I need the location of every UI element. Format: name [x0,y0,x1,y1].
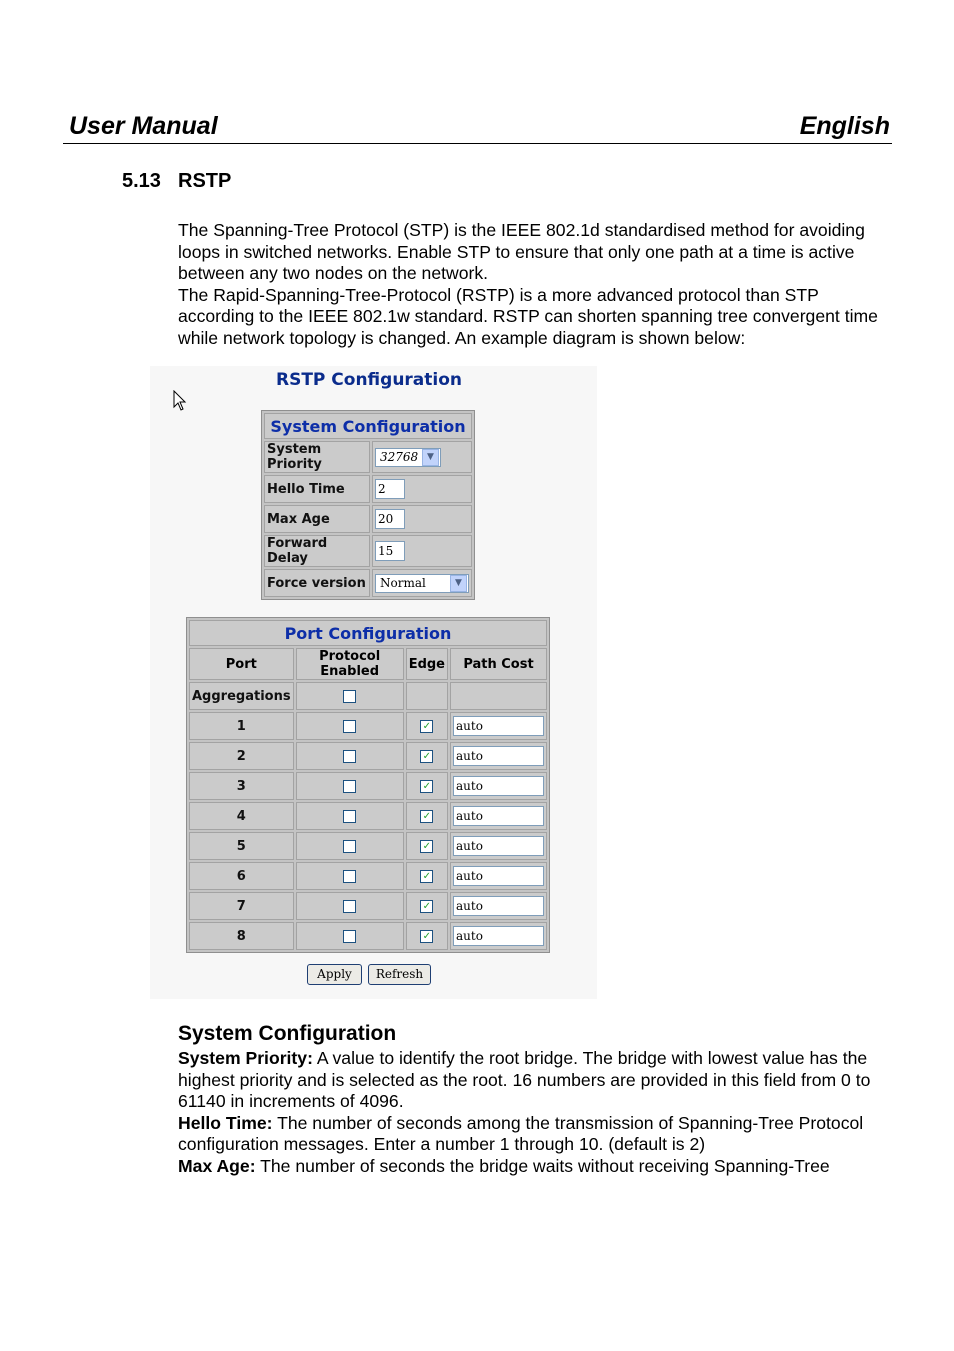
column-header-edge: Edge [406,648,448,680]
definition-text: A value to identify the root bridge. The bridge with lowest value has the highest priority and is selected as the root. 16 numbers are provided in this field from 0 to 61140 in increments of 4096. [178,1048,871,1112]
system-priority-value: 32768 [380,450,419,464]
aggregations-protocol-checkbox[interactable] [343,690,356,703]
port-number: 5 [189,832,294,860]
max-age-label: Max Age [264,505,370,533]
intro-paragraph: The Rapid-Spanning-Tree-Protocol (RSTP) is a more advanced protocol than STP according to the IEEE 802.1w standard. RSTP can shorten spanning tree convergent time while network topology is changed. An example diagram is shown below: [178,284,878,348]
header-title: User Manual [69,112,218,140]
force-version-select[interactable] [375,574,469,593]
section-heading [122,170,231,193]
edge-checkbox[interactable]: ✓ [420,810,433,823]
rstp-config-title: RSTP Configuration [275,370,463,390]
path-cost-input[interactable]: auto [453,926,544,946]
max-age-input[interactable]: 20 [375,509,405,529]
protocol-enabled-checkbox[interactable] [343,870,356,883]
system-configuration-section [178,1020,892,1178]
forward-delay-input[interactable]: 15 [375,541,405,561]
port-number: 2 [189,742,294,770]
header-language: English [799,112,890,140]
hello-time-input[interactable]: 2 [375,479,405,499]
path-cost-input[interactable]: auto [453,896,544,916]
port-config-table [186,617,550,953]
definition-text: The number of seconds the bridge waits without receiving Spanning-Tree [255,1155,830,1176]
port-number: 8 [189,922,294,950]
mouse-pointer-icon [173,390,187,412]
table-row [189,742,547,770]
edge-checkbox[interactable]: ✓ [420,780,433,793]
intro-paragraph: The Spanning-Tree Protocol (STP) is the IEEE 802.1d standardised method for avoiding loops in switched networks. Enable STP to ensure that only one path at a time is active between any two nodes on the network. [178,220,865,284]
column-header-port: Port [189,648,294,680]
aggregations-label: Aggregations [189,682,294,710]
system-configuration-heading: System Configuration [178,1022,397,1045]
edge-checkbox[interactable]: ✓ [420,930,433,943]
system-config-table [261,410,475,600]
definition-term: Max Age: [178,1155,256,1176]
protocol-enabled-checkbox[interactable] [343,930,356,943]
path-cost-input[interactable]: auto [453,746,544,766]
port-number: 6 [189,862,294,890]
table-row [189,802,547,830]
definition-item [178,1156,892,1178]
port-number: 3 [189,772,294,800]
protocol-enabled-checkbox[interactable] [343,720,356,733]
definition-text: The number of seconds among the transmission of Spanning-Tree Protocol configuration messages. Enter a number 1 through 10. (default is 2) [178,1112,864,1155]
path-cost-input[interactable]: auto [453,866,544,886]
column-header-path-cost: Path Cost [450,648,547,680]
definition-term: System Priority: [178,1048,313,1068]
system-priority-select[interactable] [375,448,441,467]
definition-item [178,1048,892,1113]
protocol-enabled-checkbox[interactable] [343,750,356,763]
port-number: 1 [189,712,294,740]
intro-text [178,220,892,350]
apply-button[interactable]: Apply [307,964,362,985]
section-number: 5.13 [122,170,161,192]
chevron-down-icon: ▼ [450,575,467,592]
table-row [189,892,547,920]
table-row [189,862,547,890]
section-title: RSTP [178,170,232,192]
system-priority-label: System Priority [264,441,370,473]
protocol-enabled-checkbox[interactable] [343,780,356,793]
port-config-header: Port Configuration [189,620,547,646]
edge-checkbox[interactable]: ✓ [420,720,433,733]
table-row [189,772,547,800]
port-number: 4 [189,802,294,830]
force-version-label: Force version [264,569,370,597]
forward-delay-label: Forward Delay [264,535,370,567]
rstp-screenshot [150,366,597,999]
definition-term: Hello Time: [178,1112,273,1133]
edge-checkbox[interactable]: ✓ [420,750,433,763]
path-cost-input[interactable]: auto [453,716,544,736]
force-version-value: Normal [380,576,426,590]
path-cost-input[interactable]: auto [453,776,544,796]
protocol-enabled-checkbox[interactable] [343,810,356,823]
protocol-enabled-checkbox[interactable] [343,840,356,853]
table-row [189,922,547,950]
aggregations-row [189,682,547,710]
edge-checkbox[interactable]: ✓ [420,870,433,883]
chevron-down-icon: ▼ [422,449,439,466]
protocol-enabled-checkbox[interactable] [343,900,356,913]
path-cost-input[interactable]: auto [453,836,544,856]
definition-item [178,1113,892,1156]
edge-checkbox[interactable]: ✓ [420,840,433,853]
column-header-protocol-enabled: Protocol Enabled [296,648,404,680]
port-number: 7 [189,892,294,920]
page-header [63,110,892,144]
system-config-header: System Configuration [264,413,472,439]
path-cost-input[interactable]: auto [453,806,544,826]
table-row [189,832,547,860]
hello-time-label: Hello Time [264,475,370,503]
table-row [189,712,547,740]
edge-checkbox[interactable]: ✓ [420,900,433,913]
refresh-button[interactable]: Refresh [368,964,431,985]
